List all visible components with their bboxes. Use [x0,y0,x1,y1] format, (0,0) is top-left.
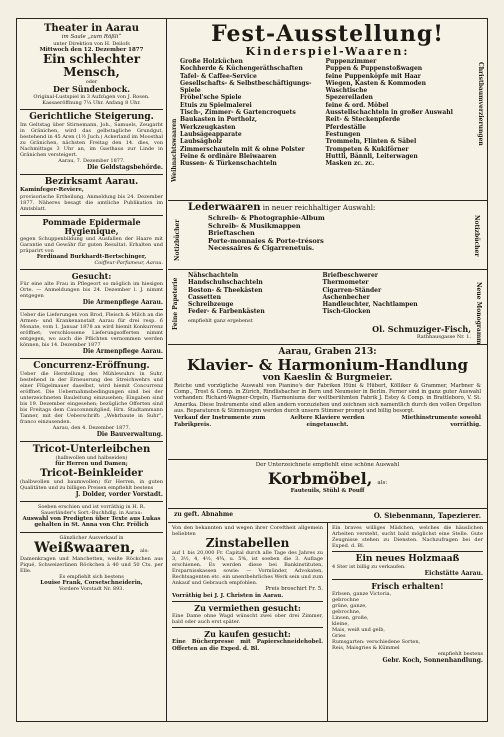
leder-section [168,201,487,270]
fest-grid [168,58,487,167]
concurrenz-ad [20,359,163,442]
armen-ad [20,310,163,359]
list-item: Werkzeugkasten [180,123,236,131]
theater-title: Theater in Aarau [43,23,140,34]
list-item: Thermometer [322,279,369,287]
verm-title: Zu vermiethen gesucht: [194,603,301,613]
kauf-body: Eine Bücherpresse mit Papierschneidehobel. Offerten an die Exped. d. Bl. [172,639,323,652]
list-item: Trompeten & Kukiförner [325,145,409,153]
bezirk-ad [20,175,163,216]
verm-body: Eine Dame ohne Wagd wünscht zwei ober drei Zimmer, bald oder auch erst später. [172,613,323,625]
theater-line1: im Saale „zum Rößli“ [61,34,122,40]
inst-dealer: Vorräthig bei J. J. Christen in Aarau. [172,592,284,599]
list-item: Reit- & Steckenpferde [325,116,401,124]
korb-name: O. Siebenmann, Tapezierer. [373,511,481,520]
korb-section [168,460,487,509]
weiss-body: Damenkragen und Manchetten, weiße Röckchen aus Piqué, Schweizerlinen Röckchen à 40 und 50 Cts. per Elle. [20,555,163,574]
gesucht-signature: Die Armenpflege Aarau. [82,299,163,306]
klavier-title: Klavier- & Harmonium-Handlung [186,356,469,374]
theater-line2: unter Direktion von H. Deilofs [53,40,130,47]
list-item: Puppenzimmer [325,58,377,65]
inst-price: Preis broschirt Fr. 5. [265,586,323,592]
theater-date: Mittwoch den 12. Dezember 1877 [39,46,144,53]
list-item: Spiele [180,87,201,95]
weiss-line: Gänzlicher Ausverkauf in [59,534,124,541]
klavier-r3: Miethinstrumente sowohl vorräthig. [401,415,481,428]
fest-col-right [326,58,472,167]
pommade-ad [20,216,163,271]
list-item: Huttli, Bännli, Leiterwagen [325,152,418,160]
list-item: Reis, Maisgries & Kümmel [332,645,400,651]
list-item: Trommeln, Flinten & Säbel [325,138,417,146]
armen-body: Ueber die Lieferungen von Brod, Fleisch & Milch an die Armen- und Krankenanstalt Aarau für drei resp. 6 Monate, vom 1. Januar 1878 an wird hiemit Konkurrenz eröffnet; verschlossene Lieferungsofferten nimmt entgegen, wo auch die Pflichten vernommen werden können, bis 14. Dezember 1877 [20,312,163,348]
newspaper-page [16,18,488,722]
list-item: Russen- & Türkenschachteln [180,160,277,168]
bottom-right [328,523,487,721]
tricot-body: (halbwollen und baumwollen) für Herren, in guten Qualitäten und zu billigen Preisen empfiehlt bestens [20,478,163,491]
list-item: Handleuchter, Nachtlampen [322,301,418,309]
bezirk-sub: Kaminfeger-Reviere, [20,187,84,193]
left-ads-column [17,19,167,721]
tricot-ad [20,442,163,502]
list-item: Nähschachteln [188,272,239,279]
frisch-ad [332,579,483,664]
list-item: Pferdeställe [325,123,366,131]
holz-body: 4 Ster ist billig zu verkaufen. [332,564,406,570]
leder-intro: in neuer reichhaltiger Auswahl: [262,204,376,212]
klavier-section [168,347,487,460]
maedchen-body: Ein braves williges Mädchen, welches die häuslichen Arbeiten versteht, sucht bald möglichst eine Stelle. Gute Zeugnisse stehen zu Diensten. Nachzufragen bei der Exped. d. Bl. [332,525,483,549]
leder-header [168,201,487,215]
list-item: Necessaires & Cigarrenetuis. [208,244,315,252]
list-item: Mais, weiß und gelb, [332,627,385,633]
list-item: Tisch-Glocken [322,308,371,316]
verm-ad [172,601,323,625]
list-item: Etuis zu Spielmalerei [180,101,252,109]
list-item: gebrochne [332,597,359,603]
siebenmann-row [168,509,487,523]
list-item: Puppen & Puppenstoßwagen [325,65,423,73]
bezirk-body: provisorische Ertheilung. Anmeldung bis 24. Dezember 1877. Näheres besagt die amtliche Publikation im Amtsblatt. [20,193,163,212]
list-item: Spezereiladen [325,94,373,102]
fest-section [168,22,487,201]
list-item: gebrochne, [332,609,361,615]
klavier-body: Reiche und vorzügliche Auswahl von Pianino's der Fabriken Hüni & Hübert, Kölliker & Grammer, Marbner & Comp., Trost & Comp. in Zürich, Rindlisbacher in Bern und Neumeier in Berlin. Ferner sind in ganz guter Auswahl vorhanden: Richard-Wagner-Orgeln, Harmoniums der weltberühmten Fabrik J. Estey & Comp. in Brattleboro, V. St. Amerika. Diese Instrumente sind allen andern vorzuziehen und zeichnen sich namentlich durch den vollen Orgelton aus. Reparaturen & Stimmungen werden durch unsern Stimmer prompt und billig besorgt. [174,383,481,414]
list-item: Zimmerschauteln mit & ohne Polster [180,145,305,153]
concurrenz-title: Concurrenz-Eröffnung. [33,361,150,371]
list-item: Porte-monnaies & Porte-trésors [208,236,324,245]
small-footer: empfiehlt ganz ergebenst [188,317,253,324]
list-item: Gries [332,633,346,639]
weiss-ad [20,533,163,596]
frisch-title: Frisch erhalten! [371,581,444,591]
weiss-title: Weißwaaren, [34,539,136,556]
sauer-title: Auswahl von Predigten über Texte aus Lukas gehalten in St. Anna von Chr. Frölich [22,515,161,528]
korb-left: zu geft. Abnahme [174,511,234,518]
fest-side-right: Christbaumverzierungen [477,62,484,146]
small-grid [168,270,487,318]
weiss-title-row [20,541,163,556]
korb-intro: Der Unterzeichnete empfiehlt eine schöne Auswahl [255,462,400,468]
gericht-signature: Die Geldstagsbehörde. [86,164,163,171]
list-item: Erbsen, ganze Victoria, [332,591,392,597]
theater-oder: oder [85,79,98,85]
list-item: Schreib- & Musikmappen [208,221,301,230]
list-item: Masken zc. zc. [325,160,375,168]
fest-subtitle: Kinderspiel-Waaren: [245,45,410,58]
pommade-name: Ferdinand Burkhardt-Bertschinger, [36,253,147,260]
inst-title: Zinstabellen [205,536,290,550]
list-item: Cassetten [188,293,221,301]
klavier-r2: Aeltere Klaviere werden eingetauscht. [290,415,365,428]
list-item: Schreib- & Photographie-Album [208,214,325,222]
pommade-body: gegen Schuppenbildung und Ausfallen der Haare mit Garantie und Gewähr für guten Resultat. Erhalten und präparirt von [20,235,163,254]
list-item: Handschuhschachteln [188,279,263,287]
pommade-role: Coiffeur-Parfumeur, Aarau. [94,260,163,266]
list-item: kleine, [332,621,349,627]
pommade-title: Pommade Epidermale Hygienique, [42,216,141,236]
concurrenz-body: Ueber die Herstellung des Mühlewuhrs in Suhr, bestehend in der Erneuerung des Streichwehrs und einer Flügelmauer daselbst, wird hiemit Concurrenz eröffnet. Die Uebernahmsbedingungen sind bei der unterzeichneten Bauleitung einzusehen; Eingaben sind bis 19. Dezember eingesehen; bezügliche Offerten sind bis Freitags dem Cauconnmitglied, Hrn. Stadtammann Tanner, mit der Ueberschrift: „Wehrbaute in Suhr“, franco einzusenden. [20,371,163,425]
klavier-subtitle: von Kaeslin & Burgmeier. [262,373,393,383]
bottom-left [168,523,328,721]
small-col-left [188,272,323,316]
kauf-ad [172,627,323,652]
weiss-name: Louise Frank, Corsetschneiderin, [40,579,143,586]
inst-body: auf 1 bis 20,000 Fr. Capital durch alle Tage des Jahres zu 3, 3½, 4, 4½, 4¾, u. 5%, ist soeben die 3. Auflage erschienen. Es werden diese bei Bankinstituten, Ersparnisskassen sowie: — Vormünder, Advokaten, Rechtsagenten etc. ein unentbehrliches Werk sein und zum Ankauf und Gebrauch empfohlen. [172,550,323,586]
tricot-title2: Tricot-Beinkleider [40,467,143,479]
bottom-split [168,523,487,721]
list-item: Tisch-, Zimmer- & Gartencroquets [180,109,296,117]
frisch-name: Gebr. Koch, Sonnenhandlung. [382,657,483,664]
list-item: Festungen [325,130,361,138]
gericht-place: Aarau, 7. Dezember 1877. [58,158,125,164]
theater-subtitle: Der Sündenbock. [52,84,131,94]
gesucht-title: Gesucht: [71,271,112,281]
frisch-footer: empfiehlt bestens [437,651,483,657]
leder-side-right: Notizbücher [473,215,480,257]
weiss-als: als: [140,547,149,554]
small-col-right [323,272,458,316]
gesucht-body: Für eine alte Frau in Pflegeort so möglich im hiesigen Orte. — Anmeldungen bis 24. Dezember l. J. nimmt entgegen [20,281,163,299]
tricot-title: Tricot-Unterleibchen [32,444,151,455]
right-ads-column [168,19,487,721]
weiss-rec: Es empfiehlt sich bestens [59,573,124,580]
theater-play: Ein schlechter Mensch, [42,52,141,79]
list-item: Schreibzeuge [188,301,234,309]
list-item: Cigarren-Ständer [322,286,382,294]
gericht-ad [20,110,163,175]
holz-ad [332,551,483,577]
fest-title: Fest-Ausstellung! [211,21,444,47]
tricot-for: für Herren und Damen; [55,461,128,467]
list-item: Große Holzküchen [180,58,243,65]
small-side-right: Neue Monogramm [475,282,482,345]
schmuz-addr: Rathhausgasse Nr. 1. [416,333,471,340]
list-item: Laubsägeapparate [180,130,242,138]
korb-als: als: [377,479,388,486]
schmuz-name: Ol. Schmuziger-Fisch, [372,323,471,334]
list-item: Feine & ordinäre Bleiwaaren [180,152,277,160]
list-item: Briefbeschwerer [322,272,378,279]
klavier-row [168,414,487,429]
list-item: Waschtische [325,87,368,95]
list-item: Ausstellschachteln in großer Auswahl [325,109,453,117]
gericht-body: Im Geltstag über Stirnemann, Joh., Samuels, Zeugarbt in Gränichen, wird das gelbstagliche Grundgut, bestehend in 45 Aren (1½ Juch.) Ackerland im Moosthal zu Gränichen, nächsten Freitag den 14. dies, von Nachmittags 3 Uhr an, im Gasthaus zur Linde in Gränichen versteigert. [20,122,163,158]
concurrenz-signature: Die Bauverwaltung. [96,431,163,438]
small-section [168,270,487,345]
sauer-ad [20,502,163,533]
list-item: Boston- & Theekästen [188,286,263,294]
small-side-left: Feine Papeterie [172,277,179,330]
theater-detail: Original-Lustspiel in 3 Aufzügen von J. Rosen. Kassaeröffnung 7¼ Uhr. Anfang 8 Uhr. [33,94,150,106]
frisch-list [332,591,483,651]
list-item: Tafel- & Caffee-Service [180,72,257,80]
list-item: Laubsägholz [180,138,223,146]
list-item: Brieftaschen [208,229,255,237]
fest-side-left: Weihnachtswaaren [171,118,178,182]
list-item: Rumsgarten: verschiedene Sorten, [332,639,421,645]
schmuz-block [168,324,487,343]
holz-title: Ein neues Holzmaaß [355,554,460,564]
gesucht-ad [20,270,163,310]
list-item: Fröbel'sche Spiele [180,94,242,102]
armen-signature: Die Armenpflege Aarau. [82,348,163,355]
list-item: feine & ord. Möbel [325,101,389,109]
tricot-name: J. Dolder, vorder Vorstadt. [75,490,163,498]
korb-sub: Fauteuils, Stühl & Pouff [290,487,365,494]
list-item: Aschenbecher [322,293,370,301]
list-item: Gesellschafts- & Selbstbeschäftigungs- [180,79,312,87]
korb-block [168,460,487,496]
tricot-sub: (halbwollen und halbseiden) [55,455,128,461]
leder-title: Lederwaaren [188,202,261,213]
list-item: Feder- & Farbenkästen [188,308,265,316]
list-item: Baukasten in Portholz, [180,116,257,124]
gericht-title: Gerichtliche Steigerung. [29,112,154,122]
concurrenz-place: Aarau, den 4. Dezember 1877. [52,425,131,431]
klavier-r1: Verkauf der Instrumente zum Fabrikpreis. [174,415,266,428]
inst-intro: Von den bekannten und wegen ihrer Coreftheit allgemein beliebten [172,525,323,537]
list-item: feine Puppenköpfe mit Haar [325,72,421,80]
weiss-addr: Vordere Vorstadt Nr. 893. [58,586,125,592]
theater-ad [20,21,163,110]
korb-title-row [168,469,487,488]
holz-signature: Eichstätte Aarau. [424,570,483,577]
list-item: Linsen, große, [332,615,369,621]
sauer-body: Soeben erschien und ist vorräthig in H. R. Sauerländer's Sort.-Buchhdlg. in Aarau: [37,503,146,516]
list-item: Kochherde & Küchengeräthschaften [180,65,303,73]
klavier-top: Aarau, Graben 213: [278,347,377,357]
bezirk-title: Bezirksamt Aarau. [44,177,139,187]
leder-side-left: Notizbücher [174,219,181,261]
korb-title: Korbmöbel, [267,468,373,488]
list-item: grüne, ganze, [332,603,367,609]
fest-col-left [180,58,326,167]
kauf-title: Zu kaufen gesucht: [204,629,291,639]
list-item: Wiegen, Kasten & Kommoden [325,79,426,87]
leder-list [168,215,487,255]
